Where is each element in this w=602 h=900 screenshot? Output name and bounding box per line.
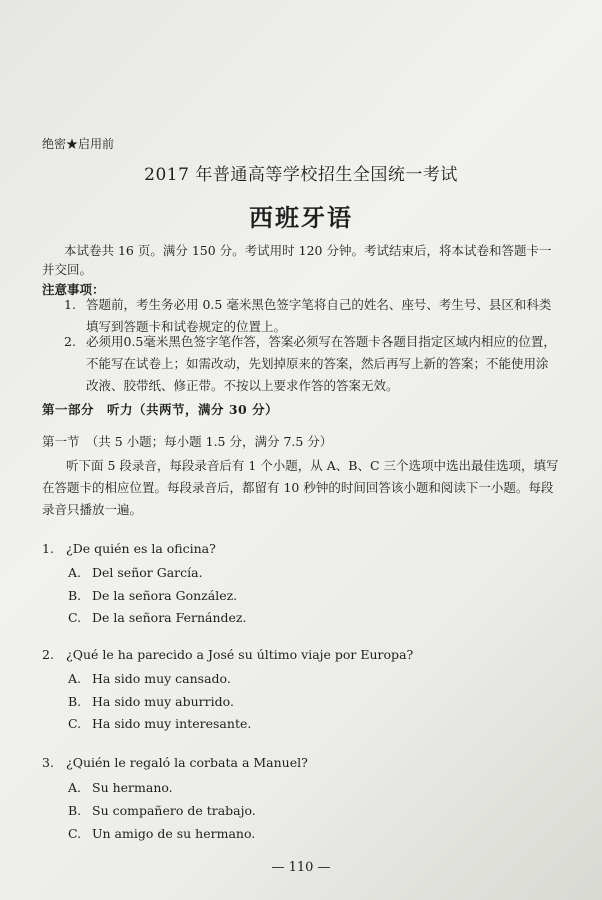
question-number: 2. bbox=[42, 647, 54, 662]
option-label: B. bbox=[68, 588, 82, 603]
question-number: 1. bbox=[42, 541, 54, 556]
question bbox=[42, 755, 308, 770]
question bbox=[42, 541, 216, 556]
answer-option bbox=[68, 588, 237, 603]
option-label: B. bbox=[68, 803, 82, 818]
answer-option bbox=[68, 565, 203, 580]
answer-option bbox=[68, 826, 255, 841]
option-text: Ha sido muy interesante. bbox=[92, 716, 252, 731]
option-text: Su hermano. bbox=[92, 780, 173, 795]
note-item bbox=[64, 331, 558, 397]
option-text: Del señor García. bbox=[92, 565, 203, 580]
answer-option bbox=[68, 610, 246, 625]
option-text: De la señora Fernández. bbox=[92, 610, 247, 625]
answer-option bbox=[68, 716, 251, 731]
option-label: A. bbox=[68, 565, 82, 580]
option-label: C. bbox=[68, 610, 82, 625]
answer-option bbox=[68, 694, 234, 709]
option-text: De la señora González. bbox=[92, 588, 238, 603]
option-label: B. bbox=[68, 694, 82, 709]
option-text: Un amigo de su hermano. bbox=[92, 826, 256, 841]
option-text: Ha sido muy cansado. bbox=[92, 671, 231, 686]
question-number: 3. bbox=[42, 755, 54, 770]
answer-option bbox=[68, 671, 231, 686]
notes-title: 注意事项： bbox=[42, 282, 105, 297]
page-number: — 110 — bbox=[271, 860, 331, 875]
exam-title: 2017 年普通高等学校招生全国统一考试 bbox=[144, 165, 458, 185]
note-text: 答题前，考生务必用 0.5 毫米黑色签字笔将自己的姓名、座号、考生号、县区和科类填写到答题卡和试卷规定的位置上。 bbox=[86, 297, 552, 334]
option-label: A. bbox=[68, 671, 82, 686]
confidential-label: 绝密★启用前 bbox=[42, 137, 115, 151]
answer-option bbox=[68, 803, 256, 818]
subject-title: 西班牙语 bbox=[249, 203, 353, 232]
note-text: 必须用0.5毫米黑色签字笔作答，答案必须写在答题卡各题目指定区域内相应的位置，不能写在试卷上；如需改动，先划掉原来的答案，然后再写上新的答案；不能使用涂改液、胶带纸、修正带。不按以上要求作答的答案无效。 bbox=[86, 334, 556, 393]
option-label: C. bbox=[68, 826, 82, 841]
note-number: 1. bbox=[64, 297, 76, 312]
option-label: C. bbox=[68, 716, 82, 731]
section-heading: 第一节 （共 5 小题；每小题 1.5 分，满分 7.5 分） bbox=[42, 434, 333, 449]
question-text: ¿De quién es la oficina? bbox=[66, 541, 216, 556]
part-heading: 第一部分 听力（共两节，满分 30 分） bbox=[42, 402, 279, 417]
question bbox=[42, 647, 413, 662]
option-label: A. bbox=[68, 780, 82, 795]
intro-paragraph: 本试卷共 16 页。满分 150 分。考试用时 120 分钟。考试结束后，将本试卷和答题卡一并交回。 bbox=[42, 243, 552, 277]
question-text: ¿Qué le ha parecido a José su último viaje por Europa? bbox=[66, 647, 414, 662]
option-text: Su compañero de trabajo. bbox=[92, 803, 256, 818]
note-number: 2. bbox=[64, 334, 76, 349]
section-instructions: 听下面 5 段录音，每段录音后有 1 个小题，从 A、B、C 三个选项中选出最佳选项，填写在答题卡的相应位置。每段录音后，都留有 10 秒钟的时间回答该小题和阅读下一小题。每段录音只播放一遍。 bbox=[42, 458, 559, 517]
option-text: Ha sido muy aburrido. bbox=[92, 694, 234, 709]
answer-option bbox=[68, 780, 173, 795]
question-text: ¿Quién le regaló la corbata a Manuel? bbox=[66, 755, 308, 770]
